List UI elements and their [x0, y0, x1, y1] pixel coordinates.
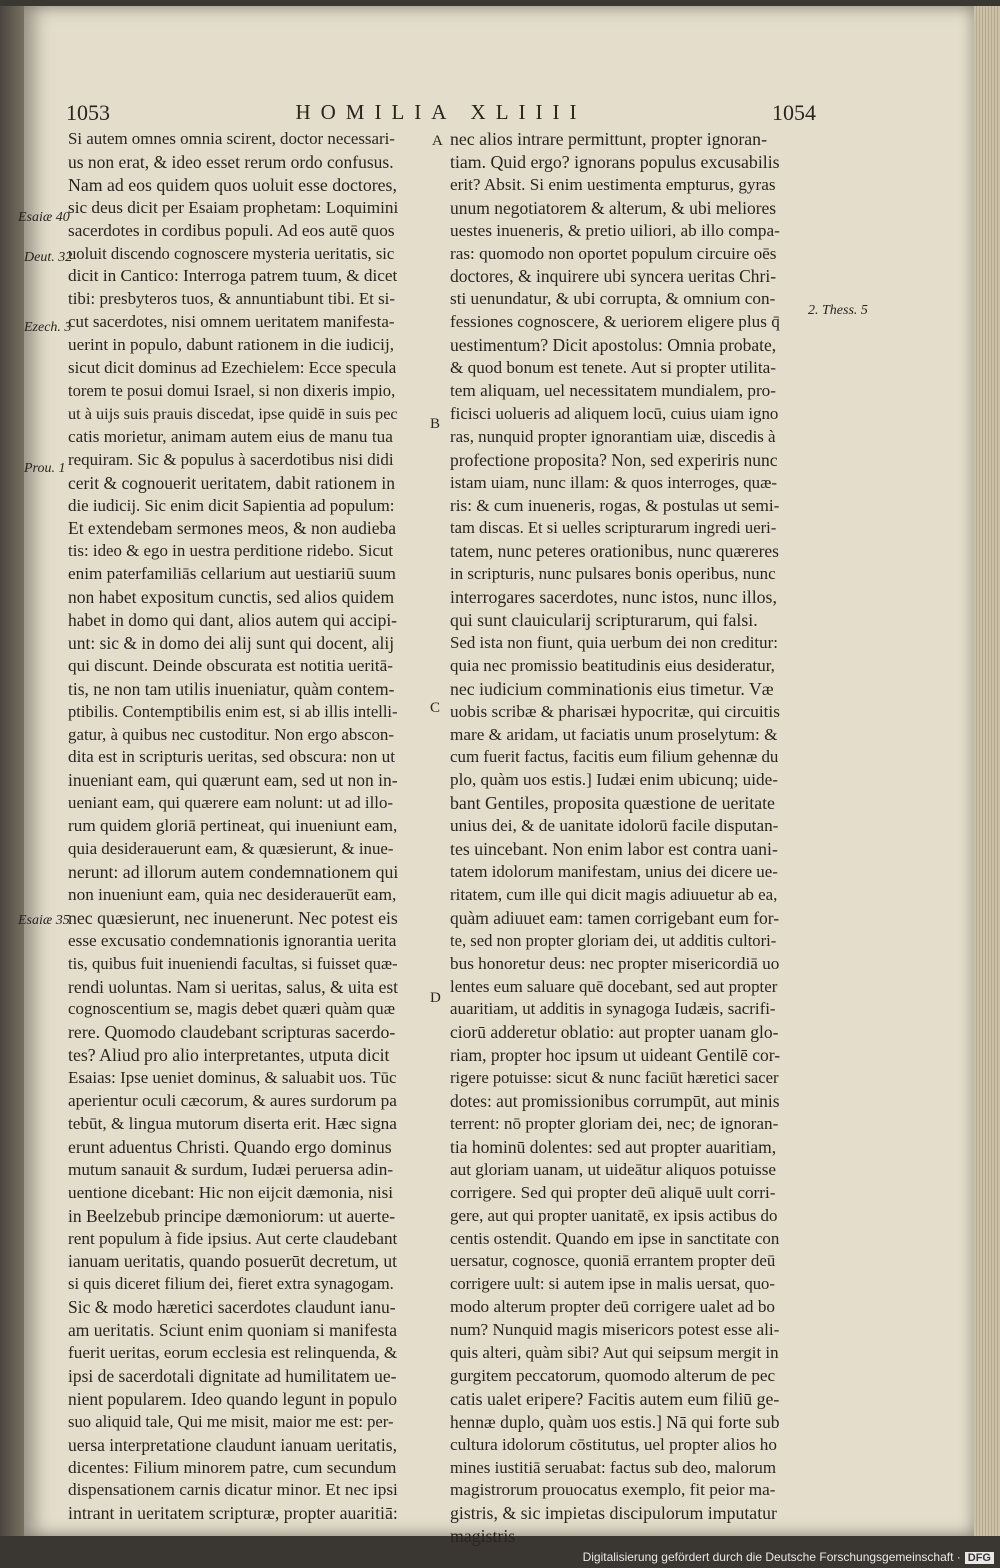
text-line: cultura idolorum cōstitutus, uel propter alios ho	[450, 1434, 777, 1454]
text-line: sic deus dicit per Esaiam prophetam: Loquimini	[68, 197, 399, 217]
text-line: gurgitem peccatorum, quomodo alterum de pec	[450, 1365, 776, 1385]
text-line: sicut dicit dominus ad Ezechielem: Ecce specula	[68, 358, 397, 378]
text-line: tibi: presbyteros tuos, & annuntiabunt tibi. Et si-	[68, 289, 395, 309]
text-line: ritatem, cum ille qui dicit magis adiuuetur ab ea,	[450, 884, 778, 904]
text-line: uersa interpretatione claudunt ianuam ueritatis,	[68, 1434, 397, 1455]
text-line: rere. Quomodo claudebant scripturas sacerdo-	[68, 1022, 396, 1043]
text-line: ianuam ueritatis, quando posuerūt decretum, ut	[68, 1251, 398, 1272]
text-line: ficisci uolueris ad aliquem locū, cuius uiam igno	[450, 403, 779, 423]
text-line: tiam. Quid ergo? ignorans populus excusabilis	[450, 151, 780, 172]
running-title: HOMILIA XLIIII	[295, 100, 587, 124]
text-line: torem te posui domui Israel, si non dixeris impio,	[68, 380, 396, 400]
text-line: gatur, à quibus nec custoditur. Non ergo abscon-	[68, 724, 394, 744]
text-line: catis morietur, animam autem eius de manu tua	[68, 426, 393, 446]
text-line: magistris	[450, 1526, 516, 1547]
text-line: tes uincebant. Non enim labor est contra uani-	[450, 839, 778, 860]
text-line: ueniant eam, qui quærere eam nolunt: ut ad illo-	[68, 793, 394, 813]
text-line: erunt aduentus Christi. Quando ergo dominus	[68, 1136, 392, 1157]
book-left-edge	[0, 6, 24, 1536]
text-line: ras: quomodo non oportet populum circuire oēs	[450, 243, 777, 263]
text-line: ciorū adderetur oblatio: aut propter uanam glo-	[450, 1022, 779, 1043]
text-line: ptibilis. Contemptibilis enim est, si ab illis intelli-	[68, 701, 398, 721]
text-line: non inueniunt eam, quia nec desiderauerūt eam,	[68, 884, 397, 904]
text-line: suo aliquid tale, Qui me misit, maior me est: per-	[68, 1411, 394, 1431]
text-line: istam uiam, nunc illam: & quos interroges, quæ-	[450, 472, 777, 492]
text-line: dispensationem carnis dicatur minor. Et nec ipsi	[68, 1480, 398, 1500]
text-line: nerunt: ad illorum autem condemnationem qui	[68, 862, 399, 882]
text-line: tatem, nunc peteres orationibus, nunc quæreres	[450, 541, 779, 562]
text-line: nec alios intrare permittunt, propter ignoran-	[450, 129, 767, 149]
text-line: dita est in scripturis ueritas, sed obscura: non ut	[68, 747, 395, 767]
margin-note-thess: 2. Thess. 5	[808, 303, 868, 318]
text-column-left	[68, 128, 399, 1524]
text-line: Si autem omnes omnia scirent, doctor necessari-	[68, 129, 395, 148]
section-letter-b: B	[430, 416, 441, 432]
text-line: quia desiderauerunt eam, & quæsierunt, & inue-	[68, 839, 394, 859]
text-line: tem aliquam, uel necessitatem mundialem, pro-	[450, 380, 776, 400]
text-line: centis ostendit. Quando em ipse in sanctitate con	[450, 1228, 780, 1248]
text-line: rum quidem gloriā pertineat, qui inueniunt eam,	[68, 816, 398, 836]
text-line: tia hominū dolentes: sed aut propter auaritiam,	[450, 1136, 777, 1157]
text-line: uestimentum? Dicit apostolus: Omnia probate,	[450, 335, 777, 356]
footer-credit: Digitalisierung gefördert durch die Deutsche Forschungsgemeinschaft ·	[582, 1550, 961, 1564]
text-line: lentes eum saluare quē docebant, sed aut propter	[450, 976, 778, 996]
text-line: nient popularem. Ideo quando legunt in populo	[68, 1388, 398, 1409]
text-line: uoluit discendo cognoscere mysteria ueritatis, sic	[68, 243, 395, 263]
text-line: non habet expositum cunctis, sed alios quidem	[68, 587, 395, 608]
text-line: tatem idolorum manifestam, unius dei dicere ue-	[450, 862, 778, 881]
text-line: mare & aridam, ut faciatis unum proselytum: &	[450, 724, 778, 744]
text-line: tebūt, & lingua mutorum diserta erit. Hæc signa	[68, 1113, 397, 1133]
text-line: catis ualet eripere? Facitis autem eum filiū ge-	[450, 1388, 780, 1409]
text-column-right	[450, 128, 781, 1547]
margin-note-esaiae-40: Esaiæ 40	[18, 210, 70, 225]
text-line: in scripturis, nunc pulsares bonis operibus, nunc	[450, 564, 776, 584]
text-line: dicit in Cantico: Interroga patrem tuum, & dicet	[68, 266, 398, 286]
text-line: Nam ad eos quidem quos uoluit esse doctores,	[68, 174, 397, 195]
text-line: uentione dicebant: Hic non eijcit dæmonia, nisi	[68, 1182, 394, 1202]
text-line: uerint in populo, dabunt rationem in die iudicij,	[68, 335, 395, 355]
text-line: nec iudicium comminationis eius timetur. Væ	[450, 678, 774, 699]
text-line: ipsi de sacerdotali dignitate ad humilitatem ue-	[68, 1365, 397, 1386]
page-number-left: 1053	[66, 100, 110, 125]
text-line: fuerit ueritas, eorum ecclesia est relinquenda, &	[68, 1343, 398, 1363]
text-line: enim paterfamiliās cellarium aut uestiariū suum	[68, 564, 396, 584]
text-line: tis: ideo & ego in uestra perditione ridebo. Sicut	[68, 541, 394, 561]
text-line: rendi uoluntas. Nam si ueritas, salus, & uita est	[68, 976, 399, 997]
section-letter-c: C	[430, 700, 441, 716]
text-line: corrigere uult: si autem ipse in malis uersat, quo-	[450, 1274, 775, 1294]
text-line: habet in domo qui dant, alios autem qui accipi-	[68, 610, 398, 631]
text-line: bus honoretur deus: nec propter misericordiā uo	[450, 953, 780, 973]
digitization-footer	[583, 1550, 994, 1564]
text-line: doctores, & inquirere ubi syncera ueritas Chri-	[450, 266, 777, 287]
section-letter-d: D	[430, 990, 441, 1006]
text-line: corrigere. Sed qui propter deū aliquē uult corri-	[450, 1182, 776, 1202]
text-line: quis alteri, quàm sibi? Aut qui seipsum mergit in	[450, 1343, 779, 1363]
text-line: magistrorum prouocatus exemplo, fit peior ma-	[450, 1480, 776, 1500]
text-line: auaritiam, ut additis in synagoga Iudæis, sacrifi-	[450, 999, 776, 1019]
text-line: cerit & cognouerit ueritatem, dabit rationem in	[68, 472, 396, 493]
text-line: num? Nunquid magis misericors potest esse ali-	[450, 1320, 780, 1340]
text-line: bant Gentiles, proposita quæstione de ueritate	[450, 793, 775, 814]
text-line: interrogares sacerdotes, nunc istos, nunc illos,	[450, 587, 777, 608]
text-line: Sic & modo hæretici sacerdotes claudunt ianu-	[68, 1297, 396, 1318]
section-letter-a: A	[432, 133, 443, 149]
text-line: ut à uijs suis prauis discedat, ipse quidē in suis pec	[68, 403, 398, 423]
book-fore-edge	[974, 6, 1000, 1536]
text-line: sti uenundatur, & ubi corrupta, & omnium con-	[450, 289, 776, 309]
text-line: requiram. Sic & populus à sacerdotibus nisi didi	[68, 449, 394, 469]
margin-note-prou-1: Prou. 1	[24, 461, 66, 476]
text-line: profectione proposita? Non, sed experiris nunc	[450, 449, 778, 470]
text-line: rent populum à fide ipsius. Aut certe claudebant	[68, 1228, 398, 1248]
text-line: qui sunt clauicularij scripturarum, qui falsi.	[450, 610, 758, 631]
text-line: dotes: aut promissionibus corrumpūt, aut minis	[450, 1091, 780, 1112]
text-line: gistris, & sic impietas discipulorum imputatur	[450, 1503, 777, 1524]
text-line: cum fuerit factus, facitis eum filium gehennæ du	[450, 747, 779, 767]
text-line: erit? Absit. Si enim uestimenta empturus, gyras	[450, 174, 776, 194]
text-line: intrant in ueritatem scripturæ, propter auaritiā:	[68, 1503, 398, 1524]
page-number-right: 1054	[772, 100, 816, 125]
text-line: aperientur oculi cæcorum, & aures surdorum pa	[68, 1091, 397, 1111]
text-line: cognoscentium se, magis debet quæri quàm quæ	[68, 999, 395, 1019]
text-line: tes? Aliud pro alio interpretantes, utputa dicit	[68, 1045, 390, 1066]
text-line: hennæ duplo, quàm uos estis.] Nā qui forte sub	[450, 1411, 780, 1432]
text-line: unum negotiatorem & alterum, & ubi meliores	[450, 197, 777, 218]
text-line: us non erat, & ideo esset rerum ordo confusus.	[68, 151, 394, 172]
text-line: si quis diceret filium dei, fieret extra synagogam.	[68, 1274, 394, 1294]
text-line: tam discas. Et si uelles scripturarum ingredi ueri-	[450, 518, 777, 538]
text-line: uestes inueneris, & pretio uiliori, ab illo compa-	[450, 220, 780, 240]
text-line: aut gloriam uanam, ut uideātur aliquos potuisse	[450, 1159, 777, 1179]
text-line: quàm adiuuet eam: tamen corrigebant eum for-	[450, 907, 780, 928]
text-line: unt: sic & in domo dei alij sunt qui docent, alij	[68, 632, 395, 653]
text-line: qui discunt. Deinde obscurata est notitia ueritā-	[68, 655, 394, 675]
text-line: dicentes: Filium minorem patre, cum secundum	[68, 1457, 397, 1477]
text-line: nec quæsierunt, nec inuenerunt. Nec potest eis	[68, 907, 398, 928]
text-line: ras, nunquid propter ignorantiam uiæ, discedis à	[450, 426, 776, 446]
text-line: in Beelzebub principe dæmoniorum: ut auerte-	[68, 1205, 396, 1226]
text-line: uersatur, cognosce, quoniā errantem propter deū	[450, 1251, 776, 1271]
margin-note-deut-32: Deut. 32	[24, 250, 73, 265]
text-line: tis, quibus fuit inueniendi facultas, si fuisset quæ-	[68, 953, 398, 973]
text-line: mutum sanauit & surdum, Iudæi peruersa adin-	[68, 1159, 394, 1179]
text-line: riam, propter hoc ipsum ut uideant Gentilē cor-	[450, 1045, 781, 1066]
page-header	[66, 92, 816, 132]
text-line: inueniant eam, qui quærunt eam, sed ut non in-	[68, 770, 398, 791]
text-line: plo, quàm uos estis.] Iudæi enim ubicunq; uide-	[450, 770, 778, 790]
margin-note-ezech-3: Ezech. 3	[24, 320, 72, 335]
text-line: rigere potuisse: sicut & nunc faciūt hæretici sacer	[450, 1068, 779, 1088]
text-line: & quod bonum est tenete. Aut si propter utilita-	[450, 358, 777, 378]
text-line: die iudicij. Sic enim dicit Sapientia ad populum:	[68, 495, 395, 515]
text-line: esse excusatio condemnationis ignorantia uerita	[68, 930, 397, 950]
text-line: te, sed non propter gloriam dei, ut additis cultori-	[450, 930, 777, 950]
text-line: Esaias: Ipse ueniet dominus, & saluabit uos. Tūc	[68, 1068, 397, 1088]
text-line: sacerdotes in cordibus populi. Ad eos autē quos	[68, 220, 395, 240]
text-line: mines iustitiā seruabat: factus sub deo, malorum	[450, 1457, 777, 1477]
text-line: tis, ne non tam utilis inueniatur, quàm contem-	[68, 678, 395, 699]
text-line: fessiones cognoscere, & ueriorem eligere plus q̄	[450, 312, 780, 332]
text-line: Sed ista non fiunt, quia uerbum dei non creditur:	[450, 632, 778, 652]
text-line: terrent: nō propter gloriam dei, nec; de ignoran-	[450, 1113, 779, 1133]
text-line: ris: & cum inueneris, rogas, & postulas ut semi-	[450, 495, 780, 515]
dfg-logo: DFG	[965, 1552, 994, 1564]
text-line: am ueritatis. Sciunt enim quoniam si manifesta	[68, 1320, 398, 1341]
margin-note-esaiae-35: Esaiæ 35	[18, 913, 70, 928]
text-line: unius dei, & de uanitate idolorū facile disputan-	[450, 816, 779, 836]
text-line: cut sacerdotes, nisi omnem ueritatem manifesta-	[68, 312, 395, 332]
text-line: Et extendebam sermones meos, & non audieba	[68, 518, 397, 539]
text-line: quia nec promissio beatitudinis eius desideratur,	[450, 655, 775, 675]
text-line: gere, aut qui propter uanitatē, ex ipsis actibus do	[450, 1205, 778, 1225]
text-line: modo alterum propter deū corrigere ualet ad bo	[450, 1297, 776, 1317]
text-line: uobis scribæ & pharisæi hypocritæ, qui circuitis	[450, 701, 780, 721]
